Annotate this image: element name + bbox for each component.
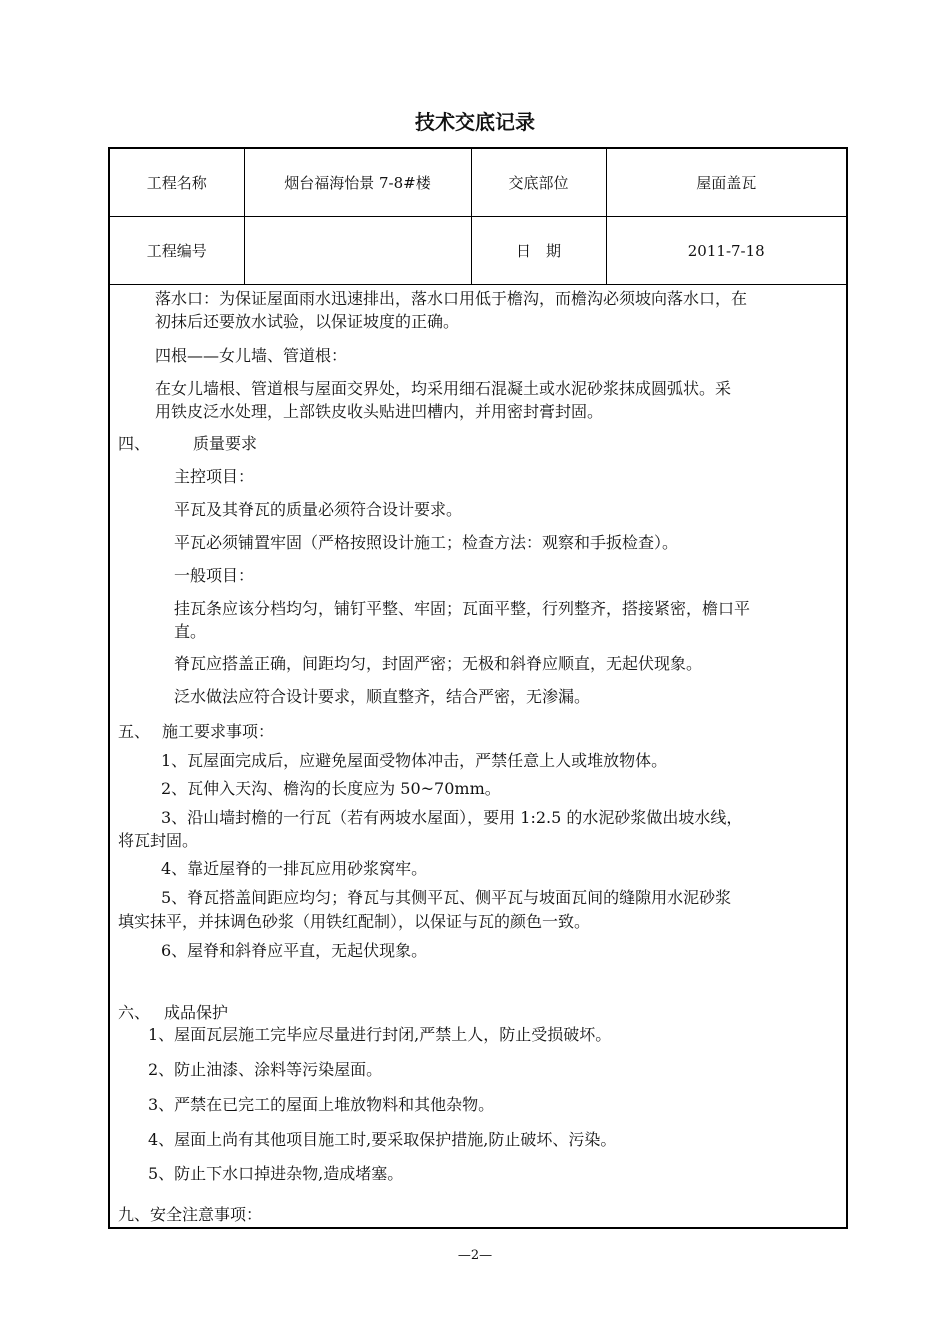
project-no-label: 工程编号 [110, 217, 244, 285]
requirement-3-line-2: 将瓦封固。 [118, 831, 199, 850]
header-row-2 [110, 217, 846, 285]
requirement-3-line-1: 3、沿山墙封檐的一行瓦（若有两坡水屋面），要用 1:2.5 的水泥砂浆做出坡水线， [161, 808, 743, 827]
protection-3: 3、严禁在已完工的屋面上堆放物料和其他杂物。 [148, 1095, 495, 1114]
general-item-3: 泛水做法应符合设计要求，顺直整齐，结合严密，无渗漏。 [174, 687, 591, 706]
header-row-1 [110, 149, 846, 217]
requirement-5-line-2: 填实抹平，并抹调色砂浆（用铁红配制），以保证与瓦的颜色一致。 [118, 912, 591, 931]
roots-line-1: 在女儿墙根、管道根与屋面交界处，均采用细石混凝土或水泥砂浆抹成圆弧状。采 [155, 379, 732, 398]
roots-line-2: 用铁皮泛水处理，上部铁皮收头贴进凹槽内，并用密封膏封固。 [155, 402, 604, 421]
header-table [110, 149, 846, 285]
main-item-1: 平瓦及其脊瓦的质量必须符合设计要求。 [174, 500, 463, 519]
protection-4: 4、屋面上尚有其他项目施工时,要采取保护措施,防止破坏、污染。 [148, 1130, 617, 1149]
protection-2: 2、防止油漆、涂料等污染屋面。 [148, 1060, 383, 1079]
section-6-number: 六、 [118, 1003, 151, 1022]
requirement-1: 1、瓦屋面完成后，应避免屋面受物体冲击，严禁任意上人或堆放物体。 [161, 751, 668, 770]
project-name-value: 烟台福海怡景 7-8#楼 [244, 149, 471, 217]
location-value: 屋面盖瓦 [606, 149, 846, 217]
section-5-title: 施工要求事项： [162, 722, 275, 741]
project-name-label: 工程名称 [110, 149, 244, 217]
date-value: 2011-7-18 [606, 217, 846, 285]
general-item-1-line-2: 直。 [174, 622, 207, 641]
section-9-heading: 九、安全注意事项： [118, 1205, 263, 1224]
general-items-heading: 一般项目： [174, 566, 255, 585]
section-6-title: 成品保护 [164, 1003, 229, 1022]
drain-line-1: 落水口：为保证屋面雨水迅速排出，落水口用低于檐沟，而檐沟必须坡向落水口，在 [155, 289, 748, 308]
protection-1: 1、屋面瓦层施工完毕应尽量进行封闭,严禁上人，防止受损破坏。 [148, 1025, 612, 1044]
section-4-number: 四、 [118, 434, 151, 453]
section-4-title: 质量要求 [193, 434, 258, 453]
general-item-2: 脊瓦应搭盖正确，间距均匀，封固严密；无极和斜脊应顺直，无起伏现象。 [174, 654, 703, 673]
requirement-6: 6、屋脊和斜脊应平直，无起伏现象。 [161, 941, 428, 960]
protection-5: 5、防止下水口掉进杂物,造成堵塞。 [148, 1164, 404, 1183]
main-item-2: 平瓦必须铺置牢固（严格按照设计施工；检查方法：观察和手扳检查）。 [174, 533, 679, 552]
page-number: —2— [457, 1248, 493, 1263]
general-item-1-line-1: 挂瓦条应该分档均匀，铺钉平整、牢固；瓦面平整，行列整齐，搭接紧密，檐口平 [174, 599, 751, 618]
drain-line-2: 初抹后还要放水试验，以保证坡度的正确。 [155, 312, 460, 331]
project-no-value [244, 217, 471, 285]
four-roots-heading: 四根——女儿墙、管道根： [155, 346, 348, 365]
document-title: 技术交底记录 [415, 110, 535, 134]
section-5-number: 五、 [118, 722, 151, 741]
requirement-4: 4、靠近屋脊的一排瓦应用砂浆窝牢。 [161, 859, 428, 878]
date-label: 日 期 [471, 217, 606, 285]
requirement-2: 2、瓦伸入天沟、檐沟的长度应为 50~70mm。 [161, 779, 501, 798]
requirement-5-line-1: 5、脊瓦搭盖间距应均匀；脊瓦与其侧平瓦、侧平瓦与坡面瓦间的缝隙用水泥砂浆 [161, 888, 732, 907]
main-items-heading: 主控项目： [174, 467, 255, 486]
location-label: 交底部位 [471, 149, 606, 217]
